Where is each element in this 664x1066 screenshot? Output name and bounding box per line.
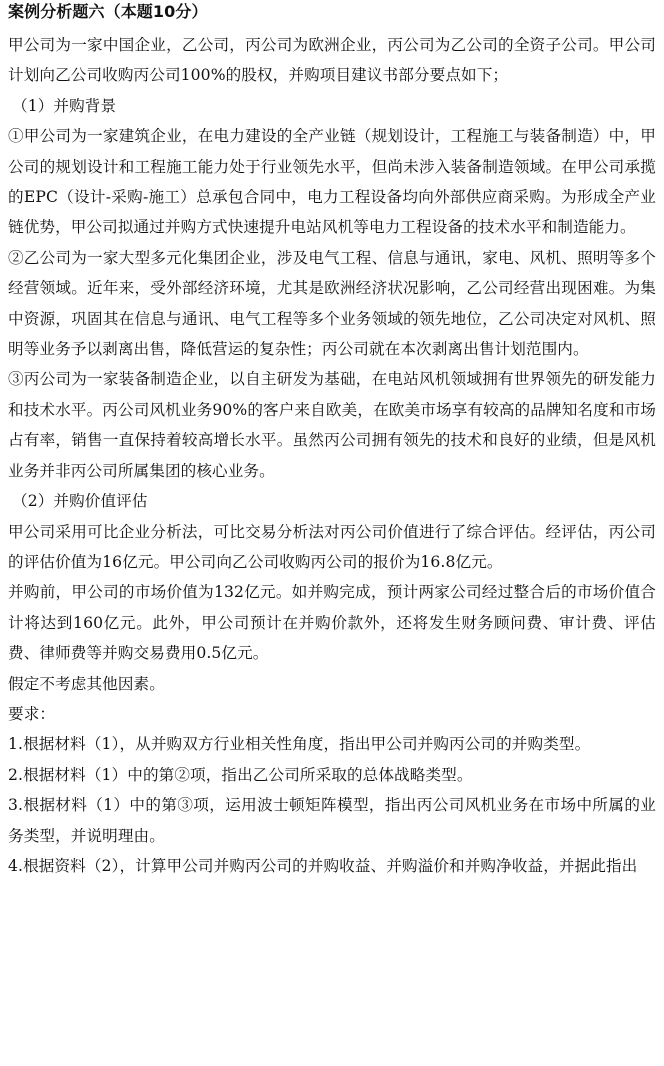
section-heading-background: （1）并购背景 xyxy=(12,96,117,115)
background-item-3: ③丙公司为一家装备制造企业，以自主研发为基础，在电站风机领域拥有世界领先的研发能力和技术水平。丙公司风机业务90%的客户来自欧美，在欧美市场享有较高的品牌知名度和市场占有率，销售一直保持着较高增长水平。虽然丙公司拥有领先的技术和良好的业绩，但是风机业务并非丙公司所属集团的核心业务。 xyxy=(8,370,656,480)
question-2: 2.根据材料（1）中的第②项，指出乙公司所采取的总体战略类型。 xyxy=(8,765,473,784)
question-1: 1.根据材料（1），从并购双方行业相关性角度，指出甲公司并购丙公司的并购类型。 xyxy=(8,735,591,754)
requirements-heading: 要求： xyxy=(8,704,56,723)
case-title: 案例分析题六（本题10分） xyxy=(8,2,208,21)
intro-paragraph: 甲公司为一家中国企业，乙公司，丙公司为欧洲企业，丙公司为乙公司的全资子公司。甲公司计划向乙公司收购丙公司100%的股权，并购项目建议书部分要点如下； xyxy=(8,36,656,85)
question-4: 4.根据资料（2），计算甲公司并购丙公司的并购收益、并购溢价和并购净收益，并据此指出 xyxy=(8,856,638,875)
question-3: 3.根据材料（1）中的第③项，运用波士顿矩阵模型，指出丙公司风机业务在市场中所属的业务类型，并说明理由。 xyxy=(8,796,656,845)
assumption-line: 假定不考虑其他因素。 xyxy=(8,674,165,693)
background-item-1: ①甲公司为一家建筑企业，在电力建设的全产业链（规划设计，工程施工与装备制造）中，甲公司的规划设计和工程施工能力处于行业领先水平，但尚未涉入装备制造领域。在甲公司承揽的EPC（设计-采购-施工）总承包合同中，电力工程设备均向外部供应商采购。为形成全产业链优势，甲公司拟通过并购方式快速提升电站风机等电力工程设备的技术水平和制造能力。 xyxy=(8,127,656,237)
valuation-paragraph: 甲公司采用可比企业分析法，可比交易分析法对丙公司价值进行了综合评估。经评估，丙公司的评估价值为16亿元。甲公司向乙公司收购丙公司的报价为16.8亿元。 xyxy=(8,522,656,571)
section-heading-valuation: （2）并购价值评估 xyxy=(12,492,148,511)
market-value-paragraph: 并购前，甲公司的市场价值为132亿元。如并购完成，预计两家公司经过整合后的市场价值合计将达到160亿元。此外，甲公司预计在并购价款外，还将发生财务顾问费、审计费、评估费、律师费等并购交易费用0.5亿元。 xyxy=(8,583,656,663)
background-item-2: ②乙公司为一家大型多元化集团企业，涉及电气工程、信息与通讯，家电、风机、照明等多个经营领域。近年来，受外部经济环境，尤其是欧洲经济状况影响，乙公司经营出现困难。为集中资源，巩固其在信息与通讯、电气工程等多个业务领域的领先地位，乙公司决定对风机、照明等业务予以剥离出售，降低营运的复杂性；丙公司就在本次剥离出售计划范围内。 xyxy=(8,248,656,359)
